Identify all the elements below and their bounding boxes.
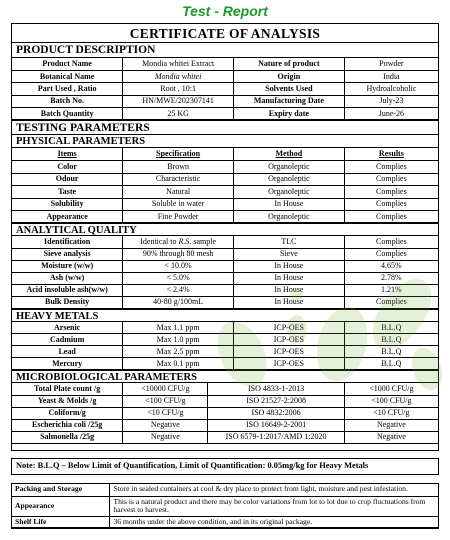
result-value: Negative bbox=[344, 419, 438, 431]
spec-value: <10 CFU/g bbox=[123, 407, 208, 419]
spec-suffix: sample bbox=[191, 237, 217, 247]
method-value: Organoleptic bbox=[234, 173, 345, 185]
spec-value: Natural bbox=[123, 186, 234, 198]
manufacturing-date-value: July-23 bbox=[344, 95, 438, 107]
spec-value: Soluble in water bbox=[123, 198, 234, 210]
item-label: Yeast & Molds /g bbox=[12, 395, 123, 407]
spec-value: Max 0.1 ppm bbox=[123, 358, 234, 370]
heavy-metals-table bbox=[12, 322, 438, 371]
table-header-row bbox=[12, 148, 438, 160]
result-value: Complies bbox=[344, 236, 438, 248]
product-description-table bbox=[12, 58, 438, 120]
spec-value: 90% through 80 mesh bbox=[123, 248, 234, 260]
method-value: ISO 4833-1-2013 bbox=[208, 383, 344, 395]
column-header-results: Results bbox=[344, 148, 438, 160]
batch-quantity-value: 25 KG bbox=[123, 108, 234, 120]
microbiological-table bbox=[12, 383, 438, 444]
method-value: ISO 21527-2:2008 bbox=[208, 395, 344, 407]
result-value: B.L.Q bbox=[344, 346, 438, 358]
table-row bbox=[12, 236, 438, 248]
appearance-label: Appearance bbox=[12, 496, 110, 516]
spec-value: Fine Powder bbox=[123, 210, 234, 222]
table-row bbox=[12, 407, 438, 419]
item-label: Salmonella /25g bbox=[12, 431, 123, 443]
item-label: Lead bbox=[12, 346, 123, 358]
column-header-specification: Specification bbox=[123, 148, 234, 160]
manufacturing-date-label: Manufacturing Date bbox=[234, 95, 345, 107]
item-label: Ash (w/w) bbox=[12, 272, 123, 284]
spec-value: Brown bbox=[123, 161, 234, 173]
spec-value: <10000 CFU/g bbox=[123, 383, 208, 395]
expiry-date-label: Expiry date bbox=[234, 108, 345, 120]
table-row bbox=[12, 322, 438, 334]
item-label: Moisture (w/w) bbox=[12, 260, 123, 272]
item-label: Acid insoluble ash(w/w) bbox=[12, 284, 123, 296]
method-value: ISO 4832:2006 bbox=[208, 407, 344, 419]
product-description-heading: PRODUCT DESCRIPTION bbox=[12, 43, 438, 58]
method-value: In House bbox=[234, 296, 345, 308]
method-value: ISO 16649-2-2001 bbox=[208, 419, 344, 431]
item-label: Appearance bbox=[12, 210, 123, 222]
table-row bbox=[12, 284, 438, 296]
method-value: In House bbox=[234, 260, 345, 272]
item-label: Arsenic bbox=[12, 322, 123, 334]
result-value: Complies bbox=[344, 198, 438, 210]
spec-value: <100 CFU/g bbox=[123, 395, 208, 407]
spec-value: Max 1.0 ppm bbox=[123, 334, 234, 346]
table-row bbox=[12, 496, 438, 516]
table-row bbox=[12, 296, 438, 308]
table-row bbox=[12, 198, 438, 210]
method-value: In House bbox=[234, 198, 345, 210]
table-row bbox=[12, 161, 438, 173]
footer-box bbox=[11, 483, 439, 529]
table-row bbox=[12, 516, 438, 528]
shelf-life-value: 36 months under the above condition, and in its original package. bbox=[110, 516, 438, 528]
certificate-sheet bbox=[11, 23, 439, 451]
item-label: Bulk Density bbox=[12, 296, 123, 308]
spec-value: < 5.0% bbox=[123, 272, 234, 284]
table-row bbox=[12, 431, 438, 443]
method-value: ICP-OES bbox=[234, 334, 345, 346]
spec-italic: R.S. bbox=[178, 237, 192, 247]
nature-value: Powder bbox=[344, 58, 438, 70]
result-value: B.L.Q bbox=[344, 334, 438, 346]
part-used-label: Part Used , Ratio bbox=[12, 83, 123, 95]
physical-parameters-table bbox=[12, 148, 438, 223]
table-row bbox=[12, 260, 438, 272]
result-value: Complies bbox=[344, 186, 438, 198]
expiry-date-value: June-26 bbox=[344, 108, 438, 120]
table-row bbox=[12, 186, 438, 198]
table-row bbox=[12, 358, 438, 370]
method-value: TLC bbox=[234, 236, 345, 248]
item-label: Color bbox=[12, 161, 123, 173]
spec-value: Negative bbox=[123, 431, 208, 443]
botanical-name-label: Botanical Name bbox=[12, 70, 123, 82]
result-value: <1000 CFU/g bbox=[344, 383, 438, 395]
method-value: In House bbox=[234, 284, 345, 296]
result-value: <100 CFU/g bbox=[344, 395, 438, 407]
spec-value: < 2.4% bbox=[123, 284, 234, 296]
batch-quantity-label: Batch Quantity bbox=[12, 108, 123, 120]
column-header-items: Items bbox=[12, 148, 123, 160]
item-label: Identification bbox=[12, 236, 123, 248]
table-row bbox=[12, 108, 438, 120]
table-row bbox=[12, 395, 438, 407]
table-row bbox=[12, 346, 438, 358]
spec-value bbox=[123, 236, 234, 248]
result-value: Complies bbox=[344, 248, 438, 260]
certificate-title: CERTIFICATE OF ANALYSIS bbox=[12, 24, 438, 43]
result-value: Complies bbox=[344, 210, 438, 222]
appearance-value: This is a natural product and there may be color variations from lot to lot due to crop fluctuations from harvest to harvest. bbox=[110, 496, 438, 516]
spec-value: 40-80 g/100mL bbox=[123, 296, 234, 308]
method-value: Organoleptic bbox=[234, 186, 345, 198]
footer-table bbox=[12, 484, 438, 528]
botanical-name-value: Mondia whitei bbox=[123, 70, 234, 82]
item-label: Coliform/g bbox=[12, 407, 123, 419]
result-value: Complies bbox=[344, 173, 438, 185]
table-row bbox=[12, 210, 438, 222]
product-name-label: Product Name bbox=[12, 58, 123, 70]
table-row bbox=[12, 83, 438, 95]
solvents-value: Hydroalcoholic bbox=[344, 83, 438, 95]
table-row bbox=[12, 419, 438, 431]
table-row bbox=[12, 484, 438, 496]
spec-value: Characteristic bbox=[123, 173, 234, 185]
method-value: Organoleptic bbox=[234, 210, 345, 222]
method-value: ICP-OES bbox=[234, 322, 345, 334]
packing-storage-label: Packing and Storage bbox=[12, 484, 110, 496]
product-name-value: Mondia whitei Extract bbox=[123, 58, 234, 70]
result-value: 2.78% bbox=[344, 272, 438, 284]
table-row bbox=[12, 248, 438, 260]
method-value: In House bbox=[234, 272, 345, 284]
item-label: Escherichia coli /25g bbox=[12, 419, 123, 431]
result-value: <10 CFU/g bbox=[344, 407, 438, 419]
result-value: B.L.Q bbox=[344, 358, 438, 370]
spec-value: < 10.0% bbox=[123, 260, 234, 272]
packing-storage-value: Store in sealed containers at cool & dry place to protect from light, moisture and pest infestation. bbox=[110, 484, 438, 496]
method-value: ISO 6579-1:2017/AMD 1:2020 bbox=[208, 431, 344, 443]
table-row bbox=[12, 173, 438, 185]
spec-value: Max 1.1 ppm bbox=[123, 322, 234, 334]
result-value: B.L.Q bbox=[344, 322, 438, 334]
analytical-quality-table bbox=[12, 236, 438, 309]
method-value: Sieve bbox=[234, 248, 345, 260]
nature-label: Nature of product bbox=[234, 58, 345, 70]
result-value: 4.65% bbox=[344, 260, 438, 272]
part-used-value: Root , 10:1 bbox=[123, 83, 234, 95]
analytical-quality-heading: ANALYTICAL QUALITY bbox=[12, 223, 438, 236]
spec-prefix: Identical to bbox=[140, 237, 179, 247]
origin-value: India bbox=[344, 70, 438, 82]
table-row bbox=[12, 95, 438, 107]
batch-no-label: Batch No. bbox=[12, 95, 123, 107]
blq-note: Note: B.L.Q – Below Limit of Quantification, Limit of Quantification: 0.05mg/kg for Heavy Metals bbox=[11, 458, 439, 475]
column-header-method: Method bbox=[234, 148, 345, 160]
item-label: Solubility bbox=[12, 198, 123, 210]
physical-parameters-heading: PHYSICAL PARAMETERS bbox=[12, 135, 438, 148]
origin-label: Origin bbox=[234, 70, 345, 82]
table-row bbox=[12, 272, 438, 284]
table-row bbox=[12, 334, 438, 346]
method-value: ICP-OES bbox=[234, 346, 345, 358]
batch-no-value: HN/MWE/202307141 bbox=[123, 95, 234, 107]
item-label: Sieve analysis bbox=[12, 248, 123, 260]
result-value: Negative bbox=[344, 431, 438, 443]
item-label: Cadmium bbox=[12, 334, 123, 346]
spec-value: Negative bbox=[123, 419, 208, 431]
method-value: ICP-OES bbox=[234, 358, 345, 370]
table-row bbox=[12, 383, 438, 395]
microbiological-heading: MICROBIOLOGICAL PARAMETERS bbox=[12, 370, 438, 383]
result-value: Complies bbox=[344, 161, 438, 173]
result-value: Complies bbox=[344, 296, 438, 308]
table-row bbox=[12, 70, 438, 82]
shelf-life-label: Shelf Life bbox=[12, 516, 110, 528]
heavy-metals-heading: HEAVY METALS bbox=[12, 309, 438, 322]
method-value: Organoleptic bbox=[234, 161, 345, 173]
solvents-label: Solvents Used bbox=[234, 83, 345, 95]
item-label: Mercury bbox=[12, 358, 123, 370]
item-label: Total Plate count /g bbox=[12, 383, 123, 395]
report-label: Test - Report bbox=[182, 3, 268, 19]
testing-parameters-heading: TESTING PARAMETERS bbox=[12, 120, 438, 135]
result-value: 1.21% bbox=[344, 284, 438, 296]
item-label: Taste bbox=[12, 186, 123, 198]
item-label: Odour bbox=[12, 173, 123, 185]
spec-value: Max 2.5 ppm bbox=[123, 346, 234, 358]
table-row bbox=[12, 58, 438, 70]
